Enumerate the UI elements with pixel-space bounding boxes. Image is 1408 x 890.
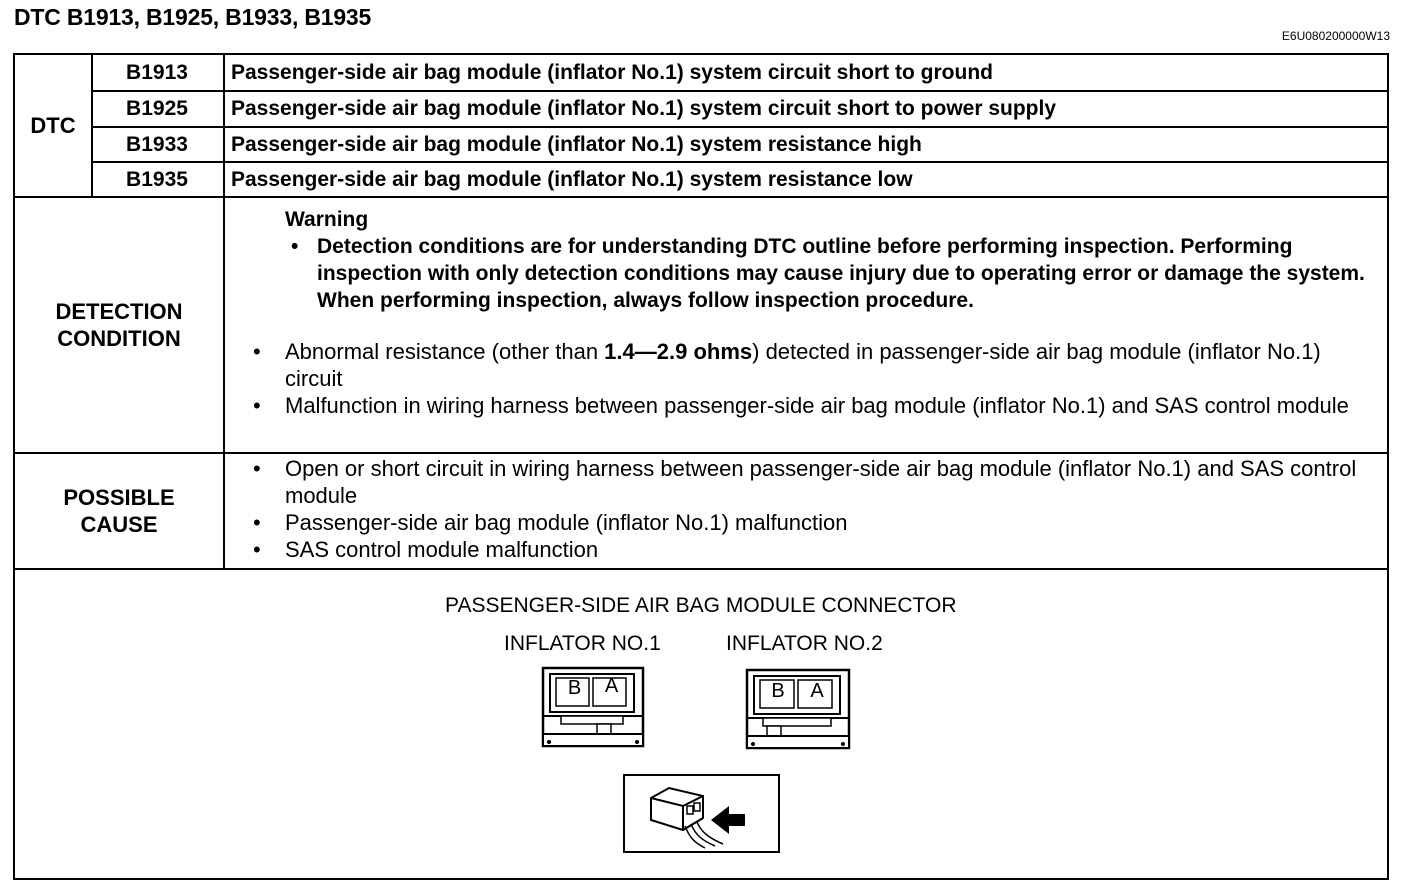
- list-item: • Malfunction in wiring harness between passenger-side air bag module (inflator No.1) and SAS control module: [241, 392, 1373, 419]
- divider: [223, 454, 225, 568]
- possible-cause-label: [15, 454, 223, 568]
- dtc-code: B1933: [126, 132, 188, 156]
- resistance-value: 1.4—2.9 ohms: [604, 339, 753, 364]
- divider: [223, 198, 225, 452]
- dtc-row: [91, 91, 1387, 126]
- warning-box: [285, 233, 1373, 314]
- harness-side-view-icon: [623, 774, 781, 854]
- label-line: DETECTION: [55, 299, 183, 324]
- pin-b-label: B: [771, 680, 785, 702]
- inflator1-connector: [541, 666, 647, 750]
- dtc-label: DTC: [30, 112, 76, 138]
- text-fragment: ) detected in passenger-side air bag module (inflator No.1) circuit: [285, 339, 1321, 391]
- label-line: CAUSE: [80, 512, 158, 537]
- dtc-description: Passenger-side air bag module (inflator No.1) system circuit short to ground: [231, 60, 993, 84]
- dtc-code: B1935: [126, 167, 188, 191]
- dtc-description: Passenger-side air bag module (inflator No.1) system circuit short to power supply: [231, 96, 1057, 120]
- dtc-section: [15, 55, 1387, 198]
- detection-condition-section: [15, 198, 1387, 454]
- detection-condition-label: [15, 198, 223, 452]
- detection-content: [241, 198, 1373, 452]
- page-title: DTC B1913, B1925, B1933, B1935: [14, 4, 372, 30]
- inflator2-label: INFLATOR NO.2: [726, 632, 883, 655]
- dtc-row: [91, 127, 1387, 162]
- dtc-code: B1913: [126, 60, 188, 84]
- possible-cause-content: [241, 454, 1373, 568]
- dtc-description: Passenger-side air bag module (inflator No.1) system resistance low: [231, 167, 913, 191]
- warning-text: • Detection conditions are for understanding DTC outline before performing inspection. Performing inspection with only detection conditions may cause injury due to operating error or damage the system. When performing inspection, always follow inspection procedure.: [285, 233, 1373, 314]
- inflator1-label: INFLATOR NO.1: [504, 632, 661, 655]
- list-item: • SAS control module malfunction: [241, 536, 1373, 563]
- dtc-description: Passenger-side air bag module (inflator No.1) system resistance high: [231, 132, 922, 156]
- label-line: POSSIBLE: [63, 485, 175, 510]
- cause-list: [241, 455, 1373, 563]
- warning-title: Warning: [285, 208, 369, 231]
- pin-a-label: A: [810, 680, 824, 702]
- connector-figure: [15, 570, 1387, 880]
- inflator2-connector: [745, 668, 853, 752]
- figure-title: PASSENGER-SIDE AIR BAG MODULE CONNECTOR: [445, 594, 957, 617]
- document-code: E6U080200000W13: [1281, 29, 1390, 43]
- connector-drawing: [541, 666, 647, 750]
- detection-list: [241, 338, 1373, 419]
- label-line: CONDITION: [57, 326, 181, 351]
- possible-cause-section: [15, 454, 1387, 570]
- text-fragment: Abnormal resistance (other than: [285, 339, 605, 364]
- pin-a-label: A: [604, 675, 619, 697]
- dtc-code: B1925: [126, 96, 188, 120]
- dtc-row: [91, 55, 1387, 90]
- pin-b-label: B: [567, 677, 582, 699]
- list-item: • Passenger-side air bag module (inflator No.1) malfunction: [241, 509, 1373, 536]
- dtc-row: [91, 162, 1387, 197]
- list-item: • Open or short circuit in wiring harness between passenger-side air bag module (inflator No.1) and SAS control module: [241, 455, 1373, 509]
- list-item: [241, 338, 1373, 392]
- dtc-info-table: [13, 53, 1389, 880]
